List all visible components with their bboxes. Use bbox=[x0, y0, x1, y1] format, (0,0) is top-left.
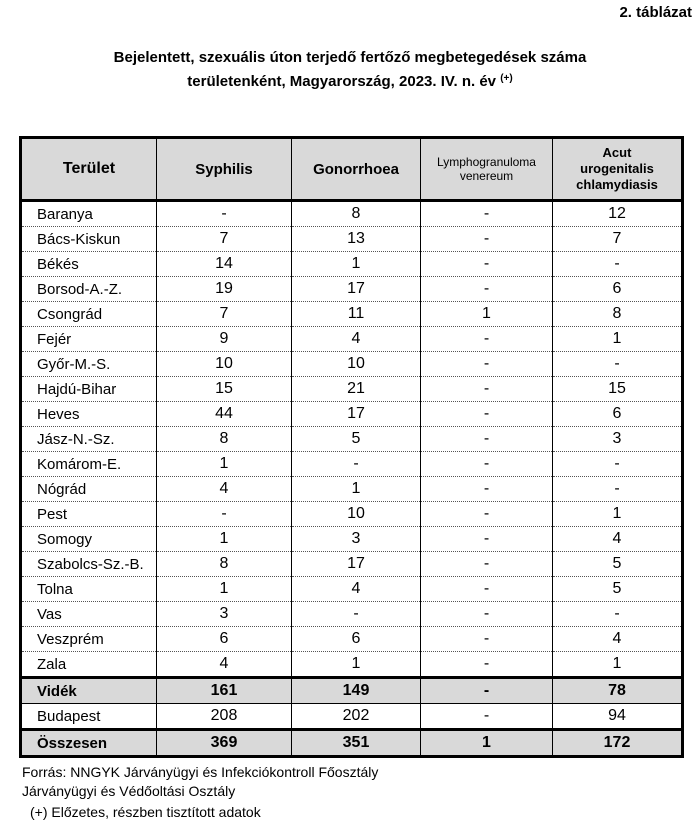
table-row bbox=[21, 252, 683, 277]
count-cell: 202 bbox=[292, 704, 421, 730]
count-cell: 6 bbox=[157, 627, 292, 652]
table-row bbox=[21, 227, 683, 252]
count-cell: 8 bbox=[292, 201, 421, 227]
table-row bbox=[21, 377, 683, 402]
count-cell: - bbox=[421, 652, 553, 678]
region-name-cell: Békés bbox=[21, 252, 157, 277]
region-name-cell: Győr-M.-S. bbox=[21, 352, 157, 377]
source-line-1: Forrás: NNGYK Járványügyi és Infekciókontroll Főosztály bbox=[22, 764, 379, 780]
region-name-cell: Somogy bbox=[21, 527, 157, 552]
videk-subtotal-row bbox=[21, 678, 683, 704]
count-cell: 8 bbox=[553, 302, 683, 327]
region-name-cell: Összesen bbox=[21, 730, 157, 757]
count-cell: 149 bbox=[292, 678, 421, 704]
count-cell: 21 bbox=[292, 377, 421, 402]
count-cell: 17 bbox=[292, 552, 421, 577]
count-cell: - bbox=[421, 377, 553, 402]
count-cell: 4 bbox=[292, 327, 421, 352]
region-name-cell: Csongrád bbox=[21, 302, 157, 327]
budapest-row bbox=[21, 704, 683, 730]
table-row bbox=[21, 502, 683, 527]
table-row bbox=[21, 602, 683, 627]
table-title bbox=[0, 46, 700, 94]
count-cell: - bbox=[157, 502, 292, 527]
count-cell: 1 bbox=[157, 577, 292, 602]
count-cell: 44 bbox=[157, 402, 292, 427]
source-line-2: Járványügyi és Védőoltási Osztály bbox=[22, 783, 236, 799]
disease-table bbox=[19, 136, 684, 758]
count-cell: - bbox=[421, 577, 553, 602]
count-cell: 1 bbox=[292, 652, 421, 678]
count-cell: - bbox=[421, 552, 553, 577]
region-name-cell: Vas bbox=[21, 602, 157, 627]
count-cell: 8 bbox=[157, 552, 292, 577]
count-cell: 4 bbox=[292, 577, 421, 602]
title-line-2 bbox=[0, 70, 700, 94]
region-name-cell: Hajdú-Bihar bbox=[21, 377, 157, 402]
title-line-2-text: területenként, Magyarország, 2023. IV. n. év bbox=[187, 73, 497, 90]
count-cell: 1 bbox=[292, 252, 421, 277]
count-cell: 94 bbox=[553, 704, 683, 730]
count-cell: 4 bbox=[157, 477, 292, 502]
table-row bbox=[21, 477, 683, 502]
table-row bbox=[21, 627, 683, 652]
table-row bbox=[21, 552, 683, 577]
count-cell: - bbox=[421, 678, 553, 704]
count-cell: 5 bbox=[553, 577, 683, 602]
count-cell: 172 bbox=[553, 730, 683, 757]
count-cell: 1 bbox=[421, 730, 553, 757]
count-cell: - bbox=[292, 602, 421, 627]
table-row bbox=[21, 527, 683, 552]
preliminary-mark: (+) bbox=[500, 73, 513, 84]
preliminary-note: (+) Előzetes, részben tisztított adatok bbox=[30, 804, 261, 820]
count-cell: 19 bbox=[157, 277, 292, 302]
table-row bbox=[21, 302, 683, 327]
count-cell: 15 bbox=[157, 377, 292, 402]
count-cell: - bbox=[421, 502, 553, 527]
count-cell: 161 bbox=[157, 678, 292, 704]
table-row bbox=[21, 452, 683, 477]
region-name-cell: Heves bbox=[21, 402, 157, 427]
count-cell: 6 bbox=[292, 627, 421, 652]
count-cell: 8 bbox=[157, 427, 292, 452]
count-cell: - bbox=[421, 627, 553, 652]
count-cell: 3 bbox=[553, 427, 683, 452]
table-row bbox=[21, 577, 683, 602]
count-cell: 15 bbox=[553, 377, 683, 402]
count-cell: 4 bbox=[157, 652, 292, 678]
header-terulet: Terület bbox=[21, 138, 157, 201]
count-cell: 6 bbox=[553, 277, 683, 302]
header-syphilis: Syphilis bbox=[157, 138, 292, 201]
count-cell: 17 bbox=[292, 402, 421, 427]
header-row bbox=[21, 138, 683, 201]
header-lgv-line-2: venereum bbox=[459, 169, 514, 183]
count-cell: - bbox=[421, 704, 553, 730]
count-cell: - bbox=[553, 477, 683, 502]
header-lymphogranuloma bbox=[421, 138, 553, 201]
count-cell: - bbox=[553, 352, 683, 377]
count-cell: 1 bbox=[553, 327, 683, 352]
region-name-cell: Budapest bbox=[21, 704, 157, 730]
count-cell: - bbox=[421, 201, 553, 227]
table-row bbox=[21, 427, 683, 452]
region-name-cell: Jász-N.-Sz. bbox=[21, 427, 157, 452]
count-cell: - bbox=[421, 427, 553, 452]
region-name-cell: Komárom-E. bbox=[21, 452, 157, 477]
count-cell: 3 bbox=[157, 602, 292, 627]
count-cell: - bbox=[421, 252, 553, 277]
region-name-cell: Pest bbox=[21, 502, 157, 527]
region-name-cell: Nógrád bbox=[21, 477, 157, 502]
count-cell: 17 bbox=[292, 277, 421, 302]
count-cell: 7 bbox=[553, 227, 683, 252]
count-cell: - bbox=[421, 227, 553, 252]
count-cell: 10 bbox=[292, 502, 421, 527]
count-cell: 3 bbox=[292, 527, 421, 552]
count-cell: 7 bbox=[157, 227, 292, 252]
count-cell: 5 bbox=[553, 552, 683, 577]
count-cell: 4 bbox=[553, 627, 683, 652]
total-row bbox=[21, 730, 683, 757]
region-name-cell: Veszprém bbox=[21, 627, 157, 652]
count-cell: 13 bbox=[292, 227, 421, 252]
count-cell: - bbox=[421, 352, 553, 377]
header-acut-line-3: chlamydiasis bbox=[576, 177, 658, 192]
count-cell: 4 bbox=[553, 527, 683, 552]
count-cell: 10 bbox=[157, 352, 292, 377]
region-name-cell: Vidék bbox=[21, 678, 157, 704]
header-chlamydiasis bbox=[553, 138, 683, 201]
count-cell: - bbox=[553, 602, 683, 627]
table-number-label: 2. táblázat bbox=[619, 4, 692, 21]
header-acut-line-2: urogenitalis bbox=[580, 161, 654, 176]
count-cell: 1 bbox=[553, 652, 683, 678]
count-cell: - bbox=[421, 452, 553, 477]
region-name-cell: Zala bbox=[21, 652, 157, 678]
count-cell: - bbox=[421, 327, 553, 352]
count-cell: 10 bbox=[292, 352, 421, 377]
count-cell: 351 bbox=[292, 730, 421, 757]
count-cell: 14 bbox=[157, 252, 292, 277]
count-cell: - bbox=[292, 452, 421, 477]
count-cell: - bbox=[421, 527, 553, 552]
table-body bbox=[21, 201, 683, 757]
count-cell: 6 bbox=[553, 402, 683, 427]
count-cell: 1 bbox=[421, 302, 553, 327]
table-row bbox=[21, 201, 683, 227]
count-cell: - bbox=[157, 201, 292, 227]
table-row bbox=[21, 327, 683, 352]
count-cell: - bbox=[421, 602, 553, 627]
count-cell: - bbox=[421, 477, 553, 502]
table-row bbox=[21, 652, 683, 678]
count-cell: 11 bbox=[292, 302, 421, 327]
count-cell: 78 bbox=[553, 678, 683, 704]
header-lgv-line-1: Lymphogranuloma bbox=[437, 155, 536, 169]
count-cell: - bbox=[421, 402, 553, 427]
count-cell: 1 bbox=[157, 527, 292, 552]
region-name-cell: Fejér bbox=[21, 327, 157, 352]
count-cell: 12 bbox=[553, 201, 683, 227]
count-cell: 1 bbox=[553, 502, 683, 527]
count-cell: 369 bbox=[157, 730, 292, 757]
header-gonorrhoea: Gonorrhoea bbox=[292, 138, 421, 201]
count-cell: - bbox=[553, 252, 683, 277]
region-name-cell: Szabolcs-Sz.-B. bbox=[21, 552, 157, 577]
count-cell: 9 bbox=[157, 327, 292, 352]
region-name-cell: Baranya bbox=[21, 201, 157, 227]
region-name-cell: Tolna bbox=[21, 577, 157, 602]
count-cell: 1 bbox=[292, 477, 421, 502]
table-row bbox=[21, 402, 683, 427]
count-cell: 208 bbox=[157, 704, 292, 730]
table-row bbox=[21, 352, 683, 377]
region-name-cell: Bács-Kiskun bbox=[21, 227, 157, 252]
count-cell: 5 bbox=[292, 427, 421, 452]
count-cell: - bbox=[421, 277, 553, 302]
title-line-1: Bejelentett, szexuális úton terjedő fertőző megbetegedések száma bbox=[113, 49, 587, 66]
header-acut-line-1: Acut bbox=[602, 145, 632, 160]
count-cell: - bbox=[553, 452, 683, 477]
region-name-cell: Borsod-A.-Z. bbox=[21, 277, 157, 302]
count-cell: 7 bbox=[157, 302, 292, 327]
table-row bbox=[21, 277, 683, 302]
count-cell: 1 bbox=[157, 452, 292, 477]
